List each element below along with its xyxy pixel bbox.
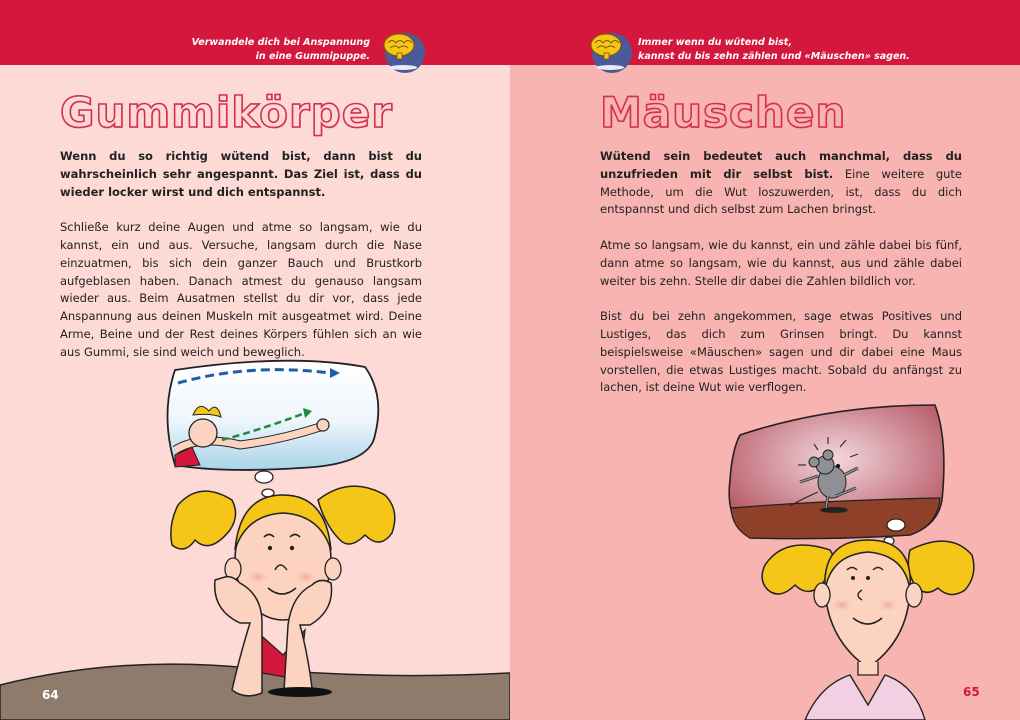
brain-icon <box>385 33 425 73</box>
paragraph: Bist du bei zehn angekommen, sage etwas Positives und Lustiges, das dich zum Grinsen bringt. Du kannst beispielsweise «Mäuschen» sagen und dir dabei eine Maus vorstellen, die etwas Lustiges macht. Sobald du anfängst zu lachen, ist deine Wut wie verflogen. <box>600 309 962 395</box>
intro-bold: Wütend sein bedeutet auch manchmal, dass du unzufrieden mit dir selbst bist. <box>600 149 962 181</box>
page-title: Mäuschen <box>600 88 847 137</box>
intro-bold: Wenn du so richtig wütend bist, dann bist du wahrscheinlich sehr angespannt. Das Ziel ist, dass du wieder locker wirst und dich entspannst. <box>60 149 422 199</box>
page-number: 65 <box>963 685 980 699</box>
body-text <box>60 148 422 379</box>
body-text <box>600 148 962 415</box>
tagline <box>638 36 910 64</box>
tagline-line-2: kannst du bis zehn zählen und «Mäuschen» sagen. <box>638 51 910 62</box>
tagline-line-1: Verwandele dich bei Anspannung <box>191 37 370 48</box>
girl-mouse-illustration <box>710 400 1020 720</box>
girl-thinking-illustration <box>0 355 510 720</box>
page-title: Gummikörper <box>60 88 393 137</box>
tagline-line-1: Immer wenn du wütend bist, <box>638 37 792 48</box>
paragraph: Schließe kurz deine Augen und atme so langsam, wie du kannst, ein und aus. Versuche, langsam durch die Nase einzuatmen, bis sich dein ganzer Bauch und Brustkorb aufgeblasen haben. Danach atmest du genauso langsam wieder aus. Beim Ausatmen stellst du dir vor, dass jede Anspannung aus deinen Muskeln mit ausgeatmet wird. Deine Arme, Beine und der Rest deines Körpers fühlen sich an wie aus Gummi, sie sind weich und beweglich. <box>60 220 422 359</box>
tagline-line-2: in eine Gummipuppe. <box>255 51 370 62</box>
paragraph: Atme so langsam, wie du kannst, ein und zähle dabei bis fünf, dann atme so langsam, wie du kannst, aus und zähle dabei weiter bis zehn. Stelle dir dabei die Zahlen bildlich vor. <box>600 237 962 288</box>
brain-icon <box>592 33 632 73</box>
intro-rest: Eine weitere gute Methode, um die Wut loszuwerden, ist, dass du dich entspannst und dich selbst zum Lachen bringst. <box>600 166 962 217</box>
tagline <box>192 36 370 64</box>
right-page <box>510 0 1020 720</box>
page-number: 64 <box>42 688 59 702</box>
